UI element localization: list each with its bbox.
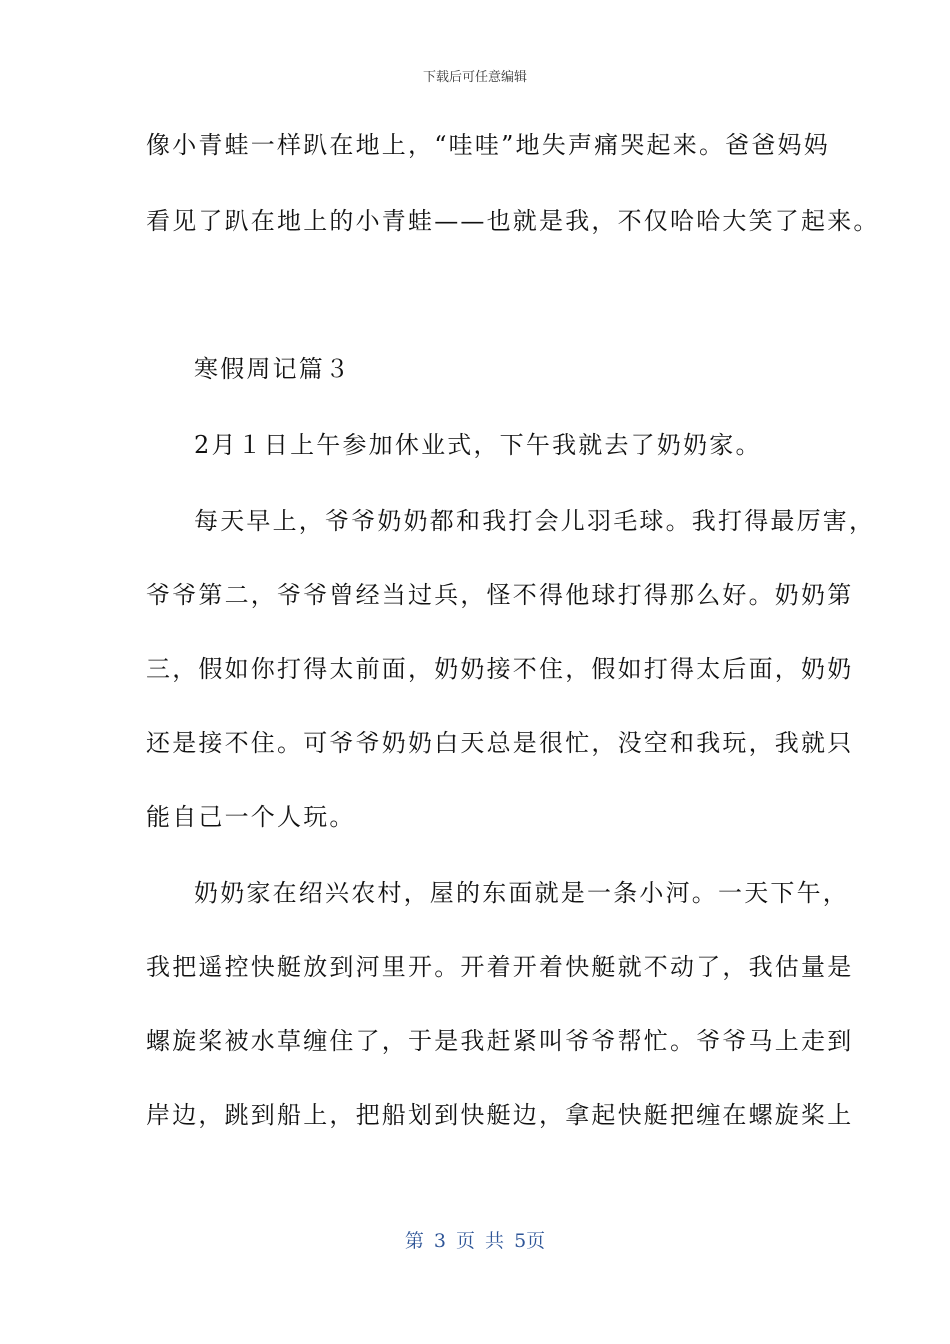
paragraph-line: 像小青蛙一样趴在地上，“哇哇”地失声痛哭起来。爸爸妈妈 [146, 131, 830, 159]
paragraph-line: 我把遥控快艇放到河里开。开着开着快艇就不动了，我估量是 [146, 953, 854, 981]
paragraph-line: 2月１日上午参加休业式，下午我就去了奶奶家。 [194, 431, 762, 459]
paragraph-line: 爷爷第二，爷爷曾经当过兵，怪不得他球打得那么好。奶奶第 [146, 581, 854, 609]
paragraph-line: 岸边，跳到船上，把船划到快艇边，拿起快艇把缠在螺旋桨上 [146, 1101, 854, 1129]
paragraph-line: 还是接不住。可爷爷奶奶白天总是很忙，没空和我玩，我就只 [146, 729, 854, 757]
paragraph-line: 每天早上，爷爷奶奶都和我打会儿羽毛球。我打得最厉害， [194, 507, 876, 535]
paragraph-line: 螺旋桨被水草缠住了，于是我赶紧叫爷爷帮忙。爷爷马上走到 [146, 1027, 854, 1055]
page-header: 下载后可任意编辑 [422, 70, 527, 85]
page-footer: 第 3 页 共 5页 [404, 1230, 546, 1252]
paragraph-line: 奶奶家在绍兴农村，屋的东面就是一条小河。一天下午， [194, 879, 849, 907]
paragraph-line: 三，假如你打得太前面，奶奶接不住，假如打得太后面，奶奶 [146, 655, 854, 683]
paragraph-line: 能自己一个人玩。 [146, 803, 356, 831]
paragraph-line: 看见了趴在地上的小青蛙——也就是我，不仅哈哈大笑了起来。 [146, 207, 880, 235]
section-heading: 寒假周记篇３ [194, 355, 352, 383]
